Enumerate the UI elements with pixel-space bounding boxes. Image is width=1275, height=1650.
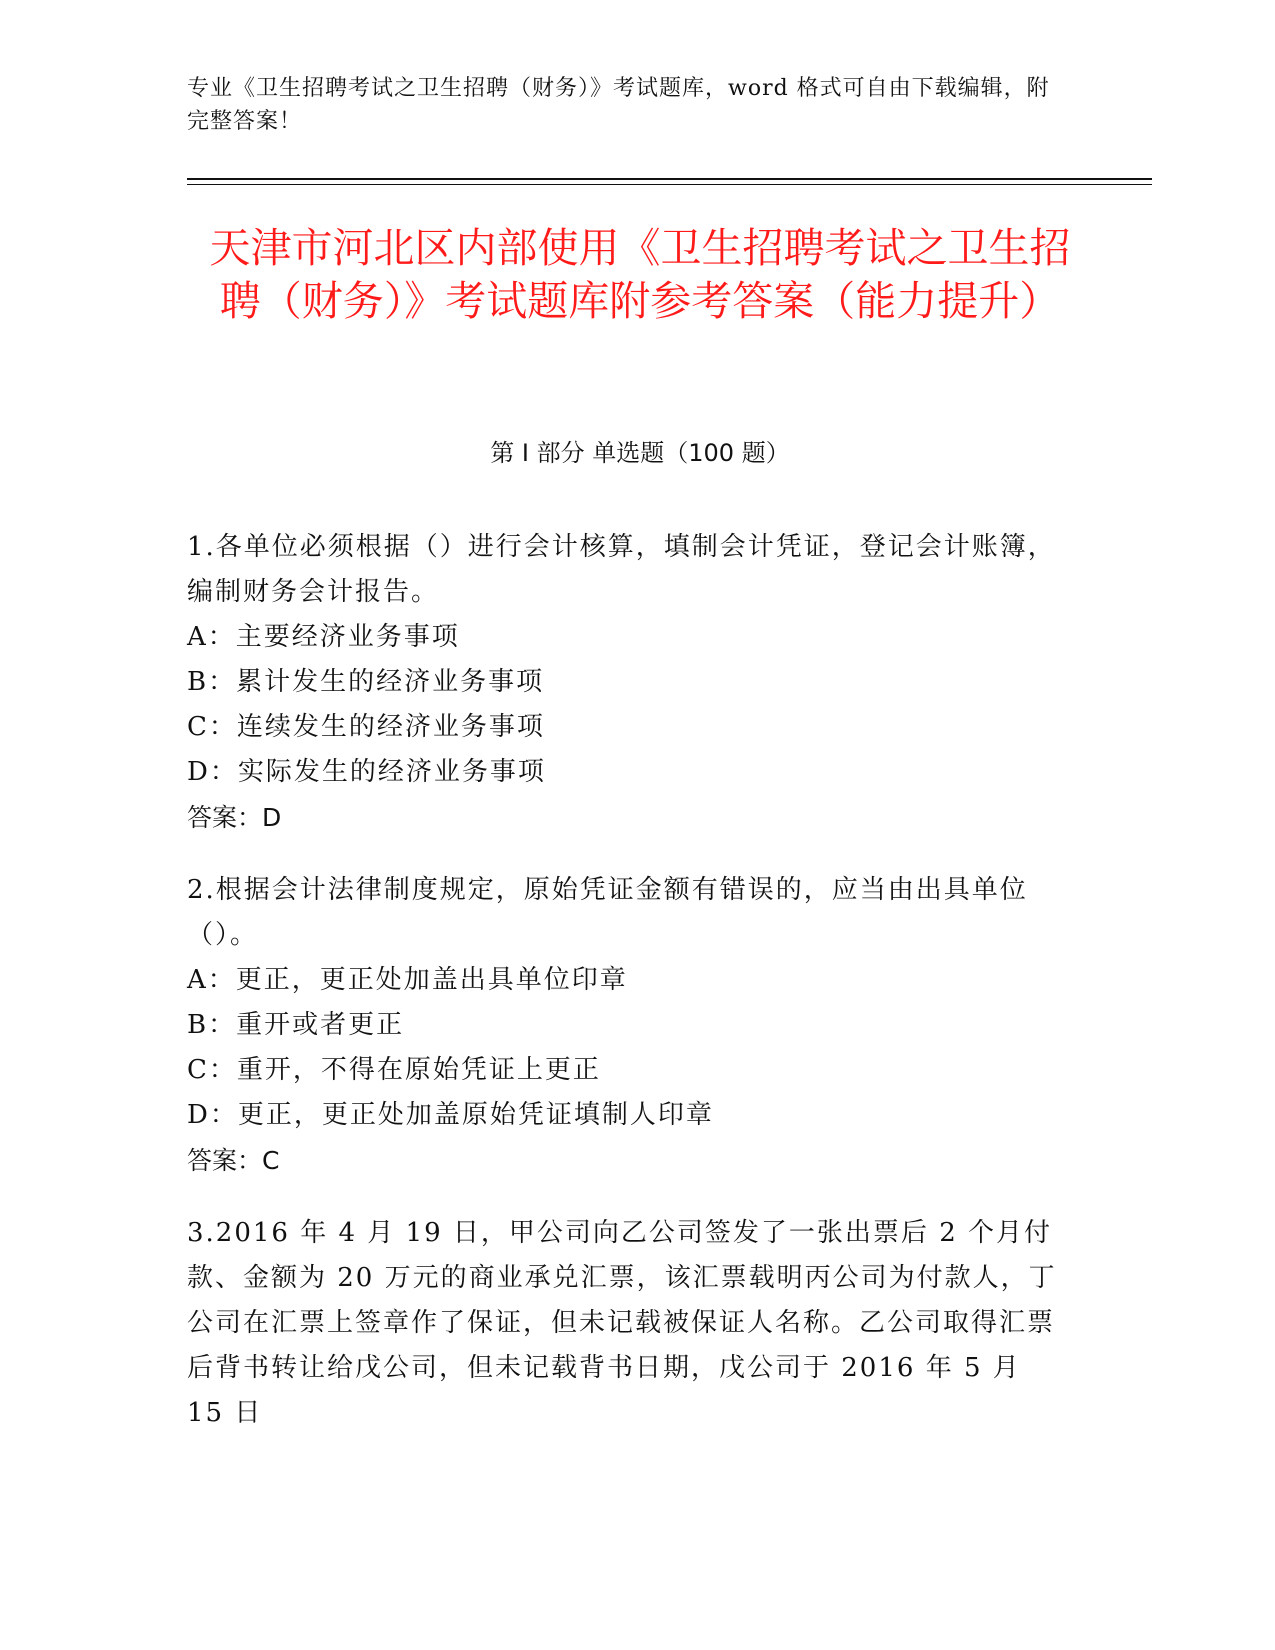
- question-3: [187, 1211, 1067, 1436]
- answer-label: 答案：D: [187, 803, 282, 832]
- section-title: 第 I 部分 单选题（100 题）: [490, 439, 790, 467]
- option-b: B：累计发生的经济业务事项: [187, 667, 545, 697]
- header-rule-thin: [187, 184, 1152, 185]
- header-rule-thick: [187, 178, 1152, 180]
- answer-label: 答案：C: [187, 1146, 280, 1175]
- header-note: 专业《卫生招聘考试之卫生招聘（财务）》考试题库，word 格式可自由下载编辑，附完整答案！: [187, 76, 1050, 134]
- option-c: C：重开，不得在原始凭证上更正: [187, 1055, 601, 1085]
- option-d: D：更正，更正处加盖原始凭证填制人印章: [187, 1100, 714, 1130]
- question-list: [187, 525, 1067, 1464]
- question-1: [187, 525, 1067, 840]
- question-stem: 1.各单位必须根据（）进行会计核算，填制会计凭证，登记会计账簿，编制财务会计报告。: [187, 532, 1056, 607]
- question-2: [187, 868, 1067, 1183]
- question-stem: 3.2016 年 4 月 19 日，甲公司向乙公司签发了一张出票后 2 个月付款、金额为 20 万元的商业承兑汇票，该汇票载明丙公司为付款人，丁公司在汇票上签章作了保证，但未记载被保证人名称。乙公司取得汇票后背书转让给戊公司，但未记载背书日期，戊公司于 2016 年 5 月 15 日: [187, 1218, 1057, 1428]
- option-c: C：连续发生的经济业务事项: [187, 712, 545, 742]
- option-a: A：主要经济业务事项: [187, 622, 460, 652]
- question-stem: 2.根据会计法律制度规定，原始凭证金额有错误的，应当由出具单位（）。: [187, 875, 1028, 950]
- option-b: B：重开或者更正: [187, 1010, 405, 1040]
- option-d: D：实际发生的经济业务事项: [187, 757, 546, 787]
- option-a: A：更正，更正处加盖出具单位印章: [187, 965, 628, 995]
- document-title: 天津市河北区内部使用《卫生招聘考试之卫生招聘（财务）》考试题库附参考答案（能力提升）: [209, 224, 1071, 325]
